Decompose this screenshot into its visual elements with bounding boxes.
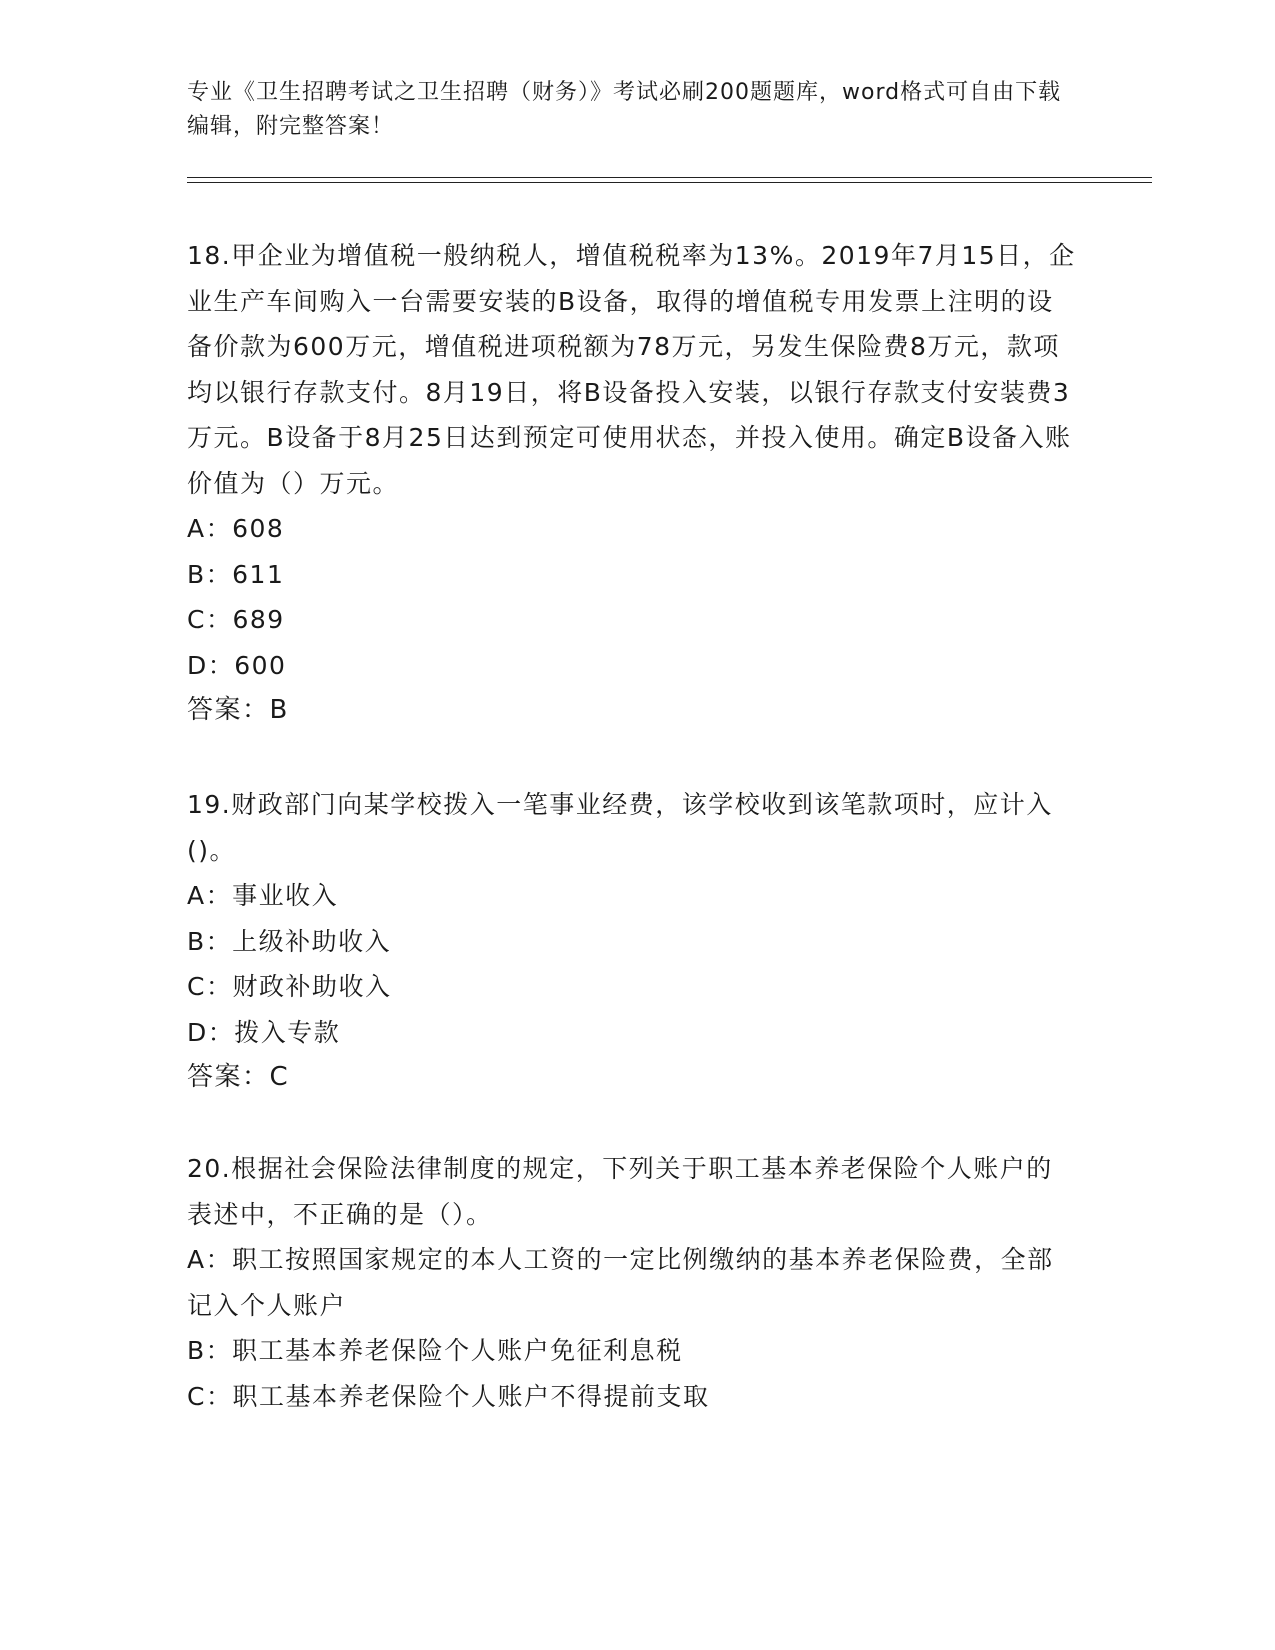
option-b: B：职工基本养老保险个人账户免征利息税 [187,1336,683,1365]
option-c: C：财政补助收入 [187,972,392,1001]
question-stem: 19.财政部门向某学校拨入一笔事业经费，该学校收到该笔款项时，应计入()。 [187,790,1053,865]
option-b: B：611 [187,559,285,589]
option-b: B：上级补助收入 [187,926,392,956]
option-d: D：600 [187,650,287,680]
answer: 答案：C [187,1062,290,1092]
option-c: C：689 [187,605,285,634]
question-stem: 18.甲企业为增值税一般纳税人，增值税税率为13%。2019年7月15日，企业生产车间购入一台需要安装的B设备，取得的增值税专用发票上注明的设备价款为600万元，增值税进项税额为78万元，另发生保险费8万元，款项均以银行存款支付。8月19日，将B设备投入安装，以银行存款支付安装费3万元。B设备于8月25日达到预定可使用状态，并投入使用。确定B设备入账价值为（）万元。 [187,241,1076,498]
option-a: A：608 [187,514,285,543]
option-a: A：职工按照国家规定的本人工资的一定比例缴纳的基本养老保险费，全部记入个人账户 [187,1245,1054,1320]
question-20 [187,1146,1077,1419]
question-19 [187,782,1077,1101]
option-d: D：拨入专款 [187,1017,341,1047]
document-header: 专业《卫生招聘考试之卫生招聘（财务）》考试必刷200题题库，word格式可自由下载编辑，附完整答案！ [187,80,1062,139]
question-stem: 20.根据社会保险法律制度的规定，下列关于职工基本养老保险个人账户的表述中，不正确的是（）。 [187,1154,1053,1229]
header-divider [187,177,1152,183]
option-a: A：事业收入 [187,881,339,910]
question-18 [187,233,1077,734]
option-c: C：职工基本养老保险个人账户不得提前支取 [187,1381,710,1411]
answer: 答案：B [187,695,289,725]
